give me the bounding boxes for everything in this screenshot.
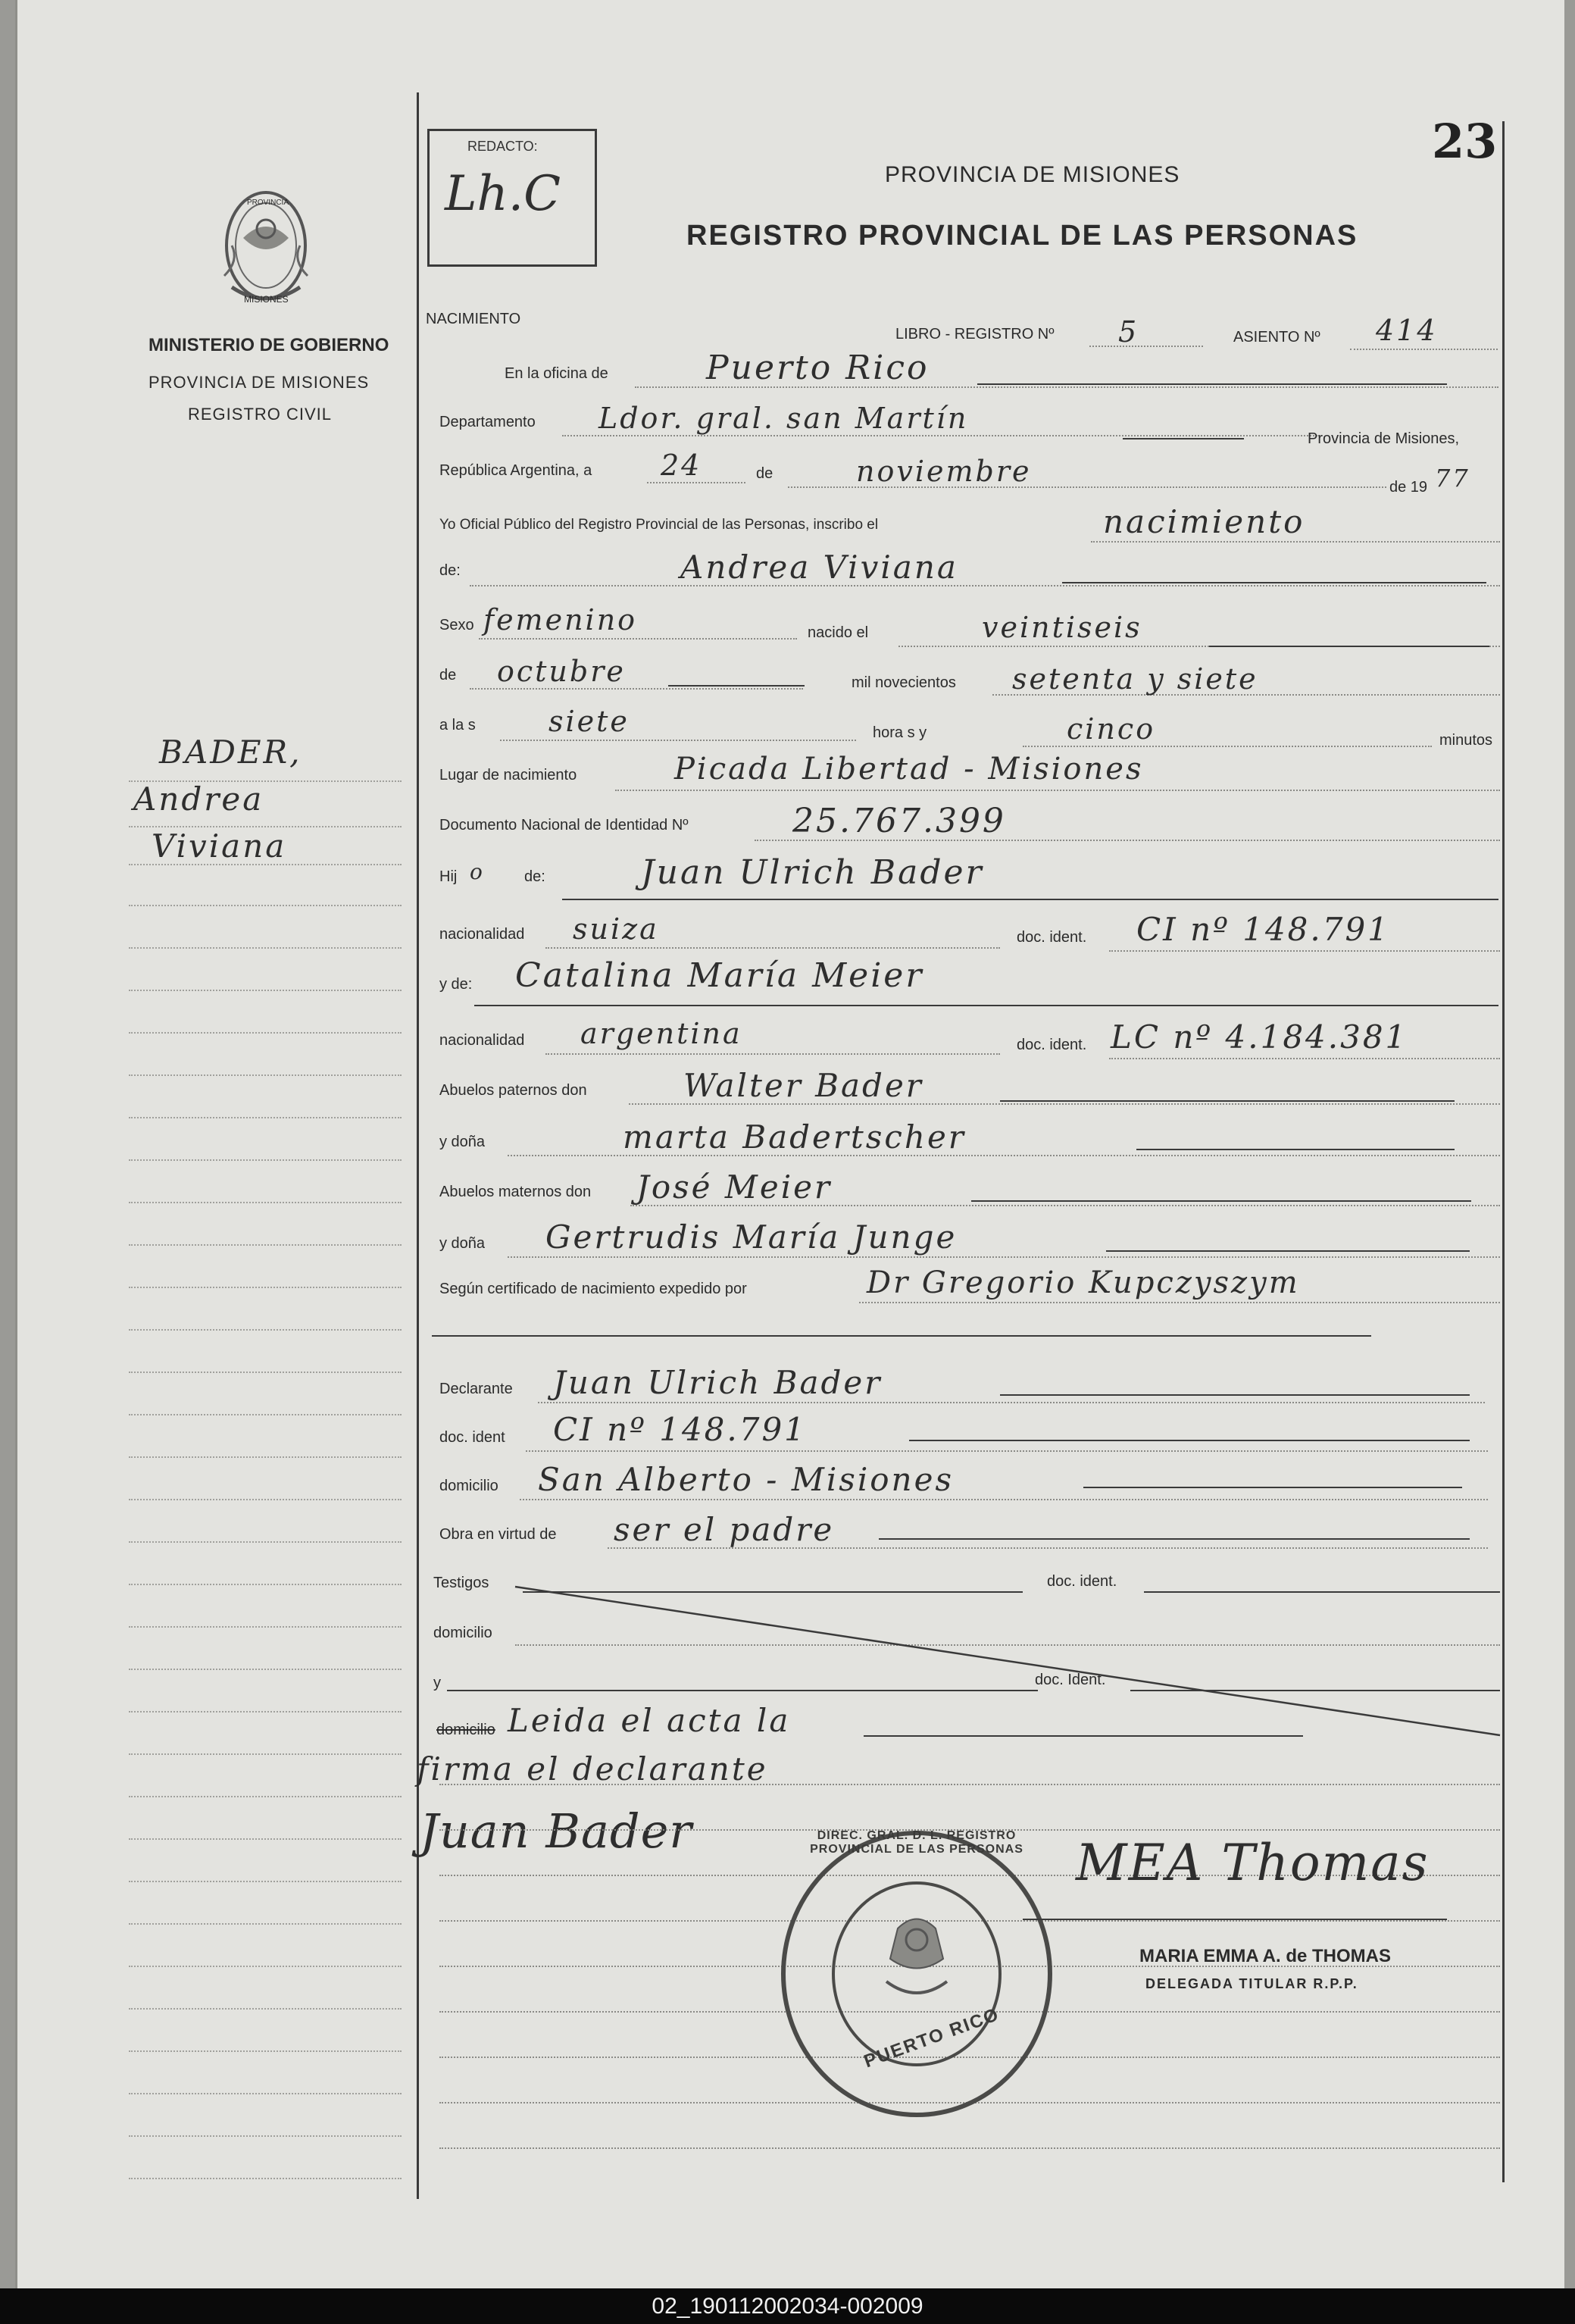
oficina-value: Puerto Rico bbox=[706, 349, 930, 387]
ministry-registro: REGISTRO CIVIL bbox=[188, 405, 333, 424]
registry-seal bbox=[773, 1826, 1061, 2122]
departamento-value: Ldor. gral. san Martín bbox=[598, 402, 969, 435]
abmat-label: Abuelos maternos don bbox=[439, 1184, 592, 1200]
firma-line bbox=[439, 1784, 1500, 1785]
segun-label: Según certificado de nacimiento expedido por bbox=[439, 1281, 747, 1297]
obra-label: Obra en virtud de bbox=[439, 1526, 557, 1543]
crest-text-top: PROVINCIA bbox=[247, 199, 289, 207]
padre-value: Juan Ulrich Bader bbox=[641, 853, 984, 892]
mil-label: mil novecientos bbox=[852, 674, 956, 691]
docident4-label: doc. ident. bbox=[1047, 1573, 1117, 1590]
y-label: y bbox=[433, 1675, 441, 1691]
firma-declarante: Juan Bader bbox=[420, 1803, 692, 1859]
asiento-label: ASIENTO Nº bbox=[1233, 329, 1320, 346]
anio2-value: setenta y siete bbox=[1012, 662, 1258, 696]
abmat-value: José Meier bbox=[636, 1168, 833, 1206]
ministry-title: MINISTERIO DE GOBIERNO bbox=[148, 335, 389, 355]
hijo-de-label: de: bbox=[524, 868, 545, 885]
nac1-label: nacionalidad bbox=[439, 926, 525, 943]
dni-label: Documento Nacional de Identidad Nº bbox=[439, 817, 689, 834]
abpat-value: Walter Bader bbox=[683, 1067, 923, 1104]
segun-value: Dr Gregorio Kupczyszym bbox=[867, 1265, 1300, 1300]
asiento-value: 414 bbox=[1376, 314, 1438, 347]
official-title: DELEGADA TITULAR R.P.P. bbox=[1145, 1976, 1358, 1991]
domicilio3-label: domicilio bbox=[436, 1722, 495, 1738]
oficial-label: Yo Oficial Público del Registro Provincial de las Personas, inscribo el bbox=[439, 517, 879, 533]
oficina-label: En la oficina de bbox=[505, 365, 608, 382]
docident1-value: CI nº 148.791 bbox=[1136, 911, 1390, 948]
hijo-label: Hij bbox=[439, 868, 458, 885]
libro-value: 5 bbox=[1118, 315, 1139, 349]
madre-value: Catalina María Meier bbox=[515, 956, 924, 995]
docident3-label: doc. ident bbox=[439, 1429, 505, 1446]
nacimiento-label: NACIMIENTO bbox=[426, 311, 521, 327]
nac1-value: suiza bbox=[573, 912, 659, 946]
nac2-label: nacionalidad bbox=[439, 1032, 525, 1049]
lugar-value: Picada Libertad - Misiones bbox=[674, 752, 1144, 787]
official-signature: MEA Thomas bbox=[1076, 1834, 1430, 1892]
nacido-label: nacido el bbox=[808, 624, 869, 641]
docident1-label: doc. ident. bbox=[1017, 929, 1087, 946]
official-signature-line bbox=[1023, 1919, 1447, 1920]
document-sheet bbox=[15, 0, 1564, 2288]
domicilio2-label: domicilio bbox=[433, 1625, 492, 1641]
docident5-label: doc. Ident. bbox=[1035, 1672, 1106, 1688]
official-name: MARIA EMMA A. de THOMAS bbox=[1139, 1946, 1391, 1966]
republica-label: República Argentina, a bbox=[439, 462, 592, 479]
minutos-label: minutos bbox=[1439, 732, 1493, 749]
header-registry: REGISTRO PROVINCIAL DE LAS PERSONAS bbox=[686, 220, 1358, 252]
anio-value: 77 bbox=[1435, 464, 1470, 493]
ruled-line bbox=[439, 2147, 1500, 2149]
de-label: de bbox=[756, 465, 773, 482]
docident2-value: LC nº 4.184.381 bbox=[1111, 1018, 1408, 1056]
redacto-initials: Lh.C bbox=[445, 166, 561, 222]
margin-surname: BADER, bbox=[159, 733, 302, 771]
mes-value: noviembre bbox=[856, 455, 1032, 488]
declarante-label: Declarante bbox=[439, 1381, 513, 1397]
nombre-value: Andrea Viviana bbox=[680, 549, 958, 586]
nac2-value: argentina bbox=[580, 1017, 742, 1050]
leida-value: Leida el acta la bbox=[508, 1702, 791, 1739]
dia-value: 24 bbox=[661, 449, 702, 482]
margin-second-name: Viviana bbox=[152, 827, 287, 865]
dni-value: 25.767.399 bbox=[792, 802, 1006, 840]
departamento-label: Departamento bbox=[439, 414, 536, 430]
minutos-value: cinco bbox=[1067, 712, 1156, 746]
ydona2-value: Gertrudis María Junge bbox=[545, 1218, 958, 1256]
hijo-suffix: o bbox=[470, 859, 485, 884]
de3-label: de bbox=[439, 667, 457, 683]
testigos-label: Testigos bbox=[433, 1575, 489, 1591]
nacido-value: veintiseis bbox=[982, 611, 1142, 644]
ydona2-label: y doña bbox=[439, 1235, 486, 1252]
header-province: PROVINCIA DE MISIONES bbox=[885, 162, 1180, 187]
provincia-label: Provincia de Misiones, bbox=[1308, 430, 1460, 447]
firma-value: firma el declarante bbox=[417, 1750, 768, 1788]
domicilio-label: domicilio bbox=[439, 1478, 498, 1494]
mes2-value: octubre bbox=[497, 655, 626, 688]
ydona1-value: marta Badertscher bbox=[623, 1118, 966, 1156]
domicilio-value: San Alberto - Misiones bbox=[538, 1461, 955, 1498]
de2-label: de: bbox=[439, 562, 461, 579]
docident3-value: CI nº 148.791 bbox=[553, 1411, 807, 1448]
inscribo-value: nacimiento bbox=[1103, 503, 1305, 540]
page-number: 23 bbox=[1432, 114, 1498, 169]
lugar-label: Lugar de nacimiento bbox=[439, 767, 577, 784]
alas-label: a la s bbox=[439, 717, 476, 733]
sexo-label: Sexo bbox=[439, 617, 474, 633]
obra-value: ser el padre bbox=[614, 1511, 835, 1548]
seal-ring-text: DIREC. GRAL. D. L. REGISTRO PROVINCIAL DE LAS PERSONAS bbox=[810, 1829, 1023, 1856]
abpat-label: Abuelos paternos don bbox=[439, 1082, 587, 1099]
ydona1-label: y doña bbox=[439, 1134, 486, 1150]
hora-label: hora s y bbox=[873, 724, 927, 741]
anio-label: de 19 bbox=[1389, 479, 1428, 496]
image-caption: 02_190112002034-002009 bbox=[0, 2288, 1575, 2324]
alas-value: siete bbox=[548, 705, 630, 738]
ministry-province: PROVINCIA DE MISIONES bbox=[148, 373, 370, 392]
docident2-label: doc. ident. bbox=[1017, 1037, 1087, 1053]
yde-label: y de: bbox=[439, 976, 473, 993]
redacto-label: REDACTO: bbox=[467, 139, 538, 154]
leida-dash bbox=[864, 1735, 1303, 1737]
crest-text-bottom: MISIONES bbox=[244, 294, 289, 305]
sexo-value: femenino bbox=[483, 603, 638, 637]
libro-label: LIBRO - REGISTRO Nº bbox=[895, 326, 1055, 343]
declarante-value: Juan Ulrich Bader bbox=[553, 1364, 883, 1401]
seal-inner-text: PUERTO RICO bbox=[861, 2003, 1003, 2072]
margin-first-name: Andrea bbox=[133, 780, 264, 818]
